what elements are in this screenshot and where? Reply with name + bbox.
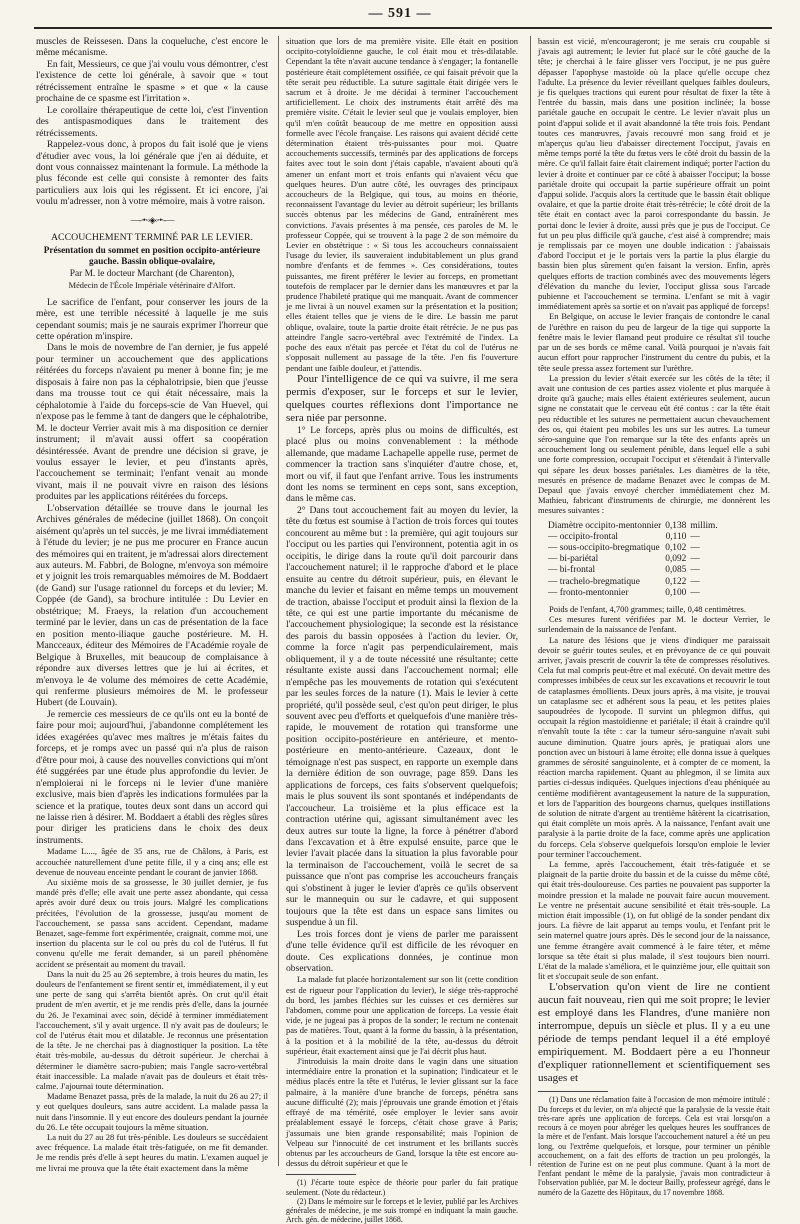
- measurement-unit: —: [690, 565, 700, 576]
- measurements-table: [546, 521, 720, 599]
- measurement-label: — bi-pariétal: [548, 554, 599, 565]
- paragraph: Dans le mois de novembre de l'an dernier, je fus appelé pour terminer un accouchement que des applications réitérées du forceps n'avaient pu mener à bonne fin; je me disposais à faire non pas la céphalotripsie, bien que j'eusse dans ma trousse tout ce qui était nécessaire, mais la céphalotomie à l'aide du forceps-scie de Van Huevel, qui n'expose pas le femme à tant de dangers que le céphalotribe, M. le docteur Verrier avait mis à ma disposition ce dernier instrument; il m'avait aussi offert sa coopération désintéressée. Avant de prendre une décision si grave, je voulus essayer le levier, et peu d'instants après, l'accouchement se terminait; l'enfant venait au monde vivant, mais il ne pouvait vivre en raison des lésions produites par les applications réitérées du forceps.: [36, 342, 268, 503]
- case-paragraph: J'introduisis la main droite dans le vagin dans une situation intermédiaire entre la pronation et la supination; l'indicateur et le médius placés entre la tête et l'utérus, le levier glissant sur la face palmaire, à la manière d'une branche de forceps, pénétra sans aucune difficulté (2); mais j'éprouvais une grande émotion et j'étais effrayé de ma témérité, osée employer le levier sans avoir préalablement essayé le forceps, c'était chose grave à Paris; j'assumais une bien grande responsabilité; mais l'opinion de Velpeau sur l'innocuité de cet instrument et les brillants succès obtenus par les accoucheurs de Gand, lorsque la tête est encore au-dessus du détroit supérieur et que le: [286, 1056, 518, 1169]
- footnote: (2) Dans le mémoire sur le forceps et le levier, publié par les Archives générales de médecine, je me suis trompé en indiquant la main gauche. Arch. gén. de médecine, juillet 1868.: [286, 1196, 518, 1224]
- measurement-value: 0,110: [665, 531, 687, 542]
- column-right: [538, 36, 770, 1197]
- paragraph: L'observation qu'on vient de lire ne contient aucun fait nouveau, rien qui me soit propre; le levier est employé dans les Flandres, d'une manière non interrompue, depuis un siècle et plus. Il y a eu une période de temps pendant lequel il a été employé empiriquement. M. Boddaert père a eu l'honneur d'expliquer rationnellement et scientifiquement ses usages et: [538, 981, 770, 1085]
- measurement-label: — sous-occipito-bregmatique: [548, 542, 660, 553]
- case-paragraph: Madame L...., âgée de 35 ans, rue de Châlons, à Paris, est accouchée naturellement d'une petite fille, il y a cinq ans; elle est devenue de nouveau enceinte pendant le courant de janvier 1868.: [36, 846, 268, 877]
- measurement-value: 0,085: [665, 565, 687, 576]
- case-paragraph: bassin est vicié, m'encourageront; je me serais cru coupable si j'avais agi autrement; le levier fut placé sur le côté gauche de la tête; je cherchai à le faire glisser vers l'occiput, je ne pus guère dépasser l'apophyse mastoïde où la place qu'elle occupe chez l'adulte. La présence du levier réveillant quelques faibles douleurs, je fis quelques tractions qui eurent pour résultat de fixer la tête à l'entrée du bassin, mais dans une position inclinée; la bosse pariétale gauche en occupait le centre. Le levier n'avait plus un point d'appui solide et il avait abandonné la tête trois fois. Pendant toutes ces manœuvres, j'avais recouvré mon sang froid et je m'aperçus qu'au lieu d'abaisser directement l'occiput, j'avais en même temps porté la tête du fœtus vers le côté droit du bassin de la mère. Ce qu'il fallait faire était clairement indiqué; porter l'action du levier à droite et continuer par ce côté à abaisser l'occiput; la bosse pariétale droite qui occupait la partie supérieure offrait un point d'appui solide. J'acquis alors la certitude que le bassin était oblique ovalaire, et que la partie droite était très-rétrécie; le côté droit de la tête était en contact avec la paroi correspondante du bassin. Je portai donc le levier à droite, aussi près que je pus de l'occiput. Ce fut un peu plus difficile qu'à gauche, c'est aisé à comprendre; mais je remplissais par ce moyen une double indication : j'abaissais d'abord l'occiput et je le portais vers la partie la plus élargie du bassin bien plus sûrement qu'en faisant la version. Enfin, après quelques efforts de traction combinés avec des mouvements légers d'élévation du manche du levier, l'occiput glissa sous l'arcade pubienne et l'accouchement se termina. L'enfant se mit à vagir immédiatement après sa sortie et on n'avait pas appliqué de forceps!: [538, 36, 770, 312]
- article-title: ACCOUCHEMENT TERMINÉ PAR LE LEVIER.: [50, 232, 254, 244]
- measurement-label: — bi-frontal: [548, 565, 596, 576]
- case-paragraph: La malade fut placée horizontalement sur son lit (cette condition est de rigueur pour l'application du levier), le siége très-rapproché du bord, les jambes fléchies sur les cuisses et ces dernières sur l'abdomen, comme pour une application de forceps. La vessie était vide, je ne jugeai pas à propos de la sonder; le rectum ne contenait pas de matières. Tout, quant à la forme du bassin, à la présentation, à la position et à la mobilité de la tête, au-dessus du détroit supérieur, était exactement ainsi que je l'ai décrit plus haut.: [286, 974, 518, 1056]
- paragraph: muscles de Reissesen. Dans la coqueluche, c'est encore le même mécanisme.: [36, 36, 268, 59]
- paragraph: 1° Le forceps, après plus ou moins de difficultés, est placé plus ou moins convenablement : la méthode allemande, que madame Lachapelle appelle ruse, permet de commencer la traction sans s'inquiéter d'autre chose, et, mort ou vif, il faut que l'enfant arrive. Tous les instruments dont les noms se terminent en ceps sont, sans exception, dans le même cas.: [286, 424, 518, 505]
- case-paragraph: Poids de l'enfant, 4,700 grammes; taille, 0,48 centimètres.: [549, 603, 746, 614]
- measurement-unit: —: [690, 587, 700, 598]
- paragraph: Le sacrifice de l'enfant, pour conserver les jours de la mère, est une terrible nécessité à laquelle je me suis cependant soumis; mais je ne saurais exprimer l'horreur que cette opération m'inspire.: [36, 296, 268, 342]
- measurement-row: [546, 588, 720, 599]
- section-separator: —-·•·◦◈◦·•·-—: [130, 214, 174, 225]
- article-author: Par M. le docteur Marchant (de Charenton),: [69, 268, 235, 279]
- measurement-row: [546, 532, 720, 543]
- paragraph: Je remercie ces messieurs de ce qu'ils ont eu la bonté de faire pour moi; aujourd'hui, j'abandonne complétement les idées exagérées qu'avec mes maîtres je m'étais faites du forceps, et je romps avec un passé qui n'a plus de raison d'être pour moi, à cause des nouvelles convictions qui m'ont été suggérées par une étude plus approfondie du levier. Je n'emploierai ni le forceps ni le levier d'une manière exclusive, mais bien d'après les indications formulées par la science et la pratique, toutes deux sont dans un accord qui ne laisse rien à désirer. M. Boddaert a établi des règles sûres pour diriger les praticiens dans le choix des deux instruments.: [36, 708, 268, 846]
- case-paragraph: Madame Benazet passa, près de la malade, la nuit du 26 au 27; il y eut quelques douleurs, sans autre accident. La malade passa la nuit dans l'insomnie. Il y eut encore des douleurs pendant la journée du 26. Le tête occupait toujours la même situation.: [36, 1091, 268, 1132]
- paragraph: Rappelez-vous donc, à propos du fait isolé que je viens d'étudier avec vous, la loi générale que j'en ai déduite, et dont vous connaissez maintenant la formule. La méthode la plus féconde est celle qui consiste à remonter des faits particuliers aux lois qui les régissent. Et ici encore, j'ai voulu m'adresser, non à votre mémoire, mais à votre raison.: [36, 139, 268, 208]
- footnote: (1) J'écarte toute espèce de théorie pour parler du fait pratique seulement. (Note du rédacteur.): [286, 1178, 518, 1197]
- measurement-unit: millim.: [690, 520, 718, 531]
- measurement-value: 0,122: [665, 576, 687, 587]
- column-middle: [286, 36, 518, 1224]
- paragraph: 2° Dans tout accouchement fait au moyen du levier, la tête du fœtus est soumise à l'action de trois forces qui toutes concourent au même but : la première, qui agit toujours sur l'occiput ou les parties qui l'environnent, potentia agit in os occipitis, le dirige dans la route qu'il doit parcourir dans l'accouchement naturel; il le rapproche d'abord et le place ensuite au centre du détroit supérieur, puis, en élevant le manche du levier et faisant en même temps un mouvement de traction, abaisse l'occiput et produit ainsi la flexion de la tête, ce qui est une partie importante du mécanisme de l'accouchement physiologique; la seconde est la résistance des parois du bassin opposées à l'action du levier. Or, comme la force n'agit pas perpendiculairement, mais obliquement, il y a de toute nécessité une résultante; cette résultante existe aussi dans l'accouchement normal; elle n'empêche pas les mouvements de rotation qui s'exécutent par les seules forces de la nature (1). Mais le levier à cette propriété, qu'il possède seul, c'est qu'on peut diriger, le plus souvent avec peu d'efforts et quelquefois d'une manière très-rapide, le mouvement de rotation qui transforme une position occipito-postérieure en antérieure, et mento-postérieure en mento-antérieure. Cazeaux, dont le témoignage n'est pas suspect, en rapporte un exemple dans la dernière édition de son ouvrage, page 859. Dans les applications de forceps, ces faits s'observent quelquefois; mais le plus souvent ils sont spontanés et indépendants de l'accoucheur. La troisième et la plus efficace est la contraction utérine qui, agissant simultanément avec les deux autres sur toute la ligne, la force à pénétrer d'abord dans l'excavation et à être expulsé ensuite, parce que le levier l'avait placée dans la situation la plus favorable pour la terminaison de l'accouchement, voilà le secret de sa puissance que n'ont pas comprise les accoucheurs français qui s'obstinent à juger le levier d'après ce qu'ils observent sur le mannequin ou sur le cadavre, et qui supposent toujours que la tête est dans un espace sans limites ou suspendue à un fil.: [286, 504, 518, 929]
- measurement-label: — occipito-frontal: [548, 531, 619, 542]
- case-paragraph: Ces mesures furent vérifiées par M. le docteur Verrier, le surlendemain de la naissance de l'enfant.: [538, 614, 770, 635]
- case-paragraph: La femme, après l'accouchement, était très-fatiguée et se plaignait de la partie droite du bassin et de la cuisse du même côté, qui était très-douloureuse. Ces parties ne pouvaient pas supporter la moindre pression et la malade ne pouvait faire aucun mouvement. Le ventre ne présentait aucune sensibilité et était très-souple. La miction était impossible (1), on fut obligé de la sonder pendant dix jours. La fièvre de lait apparut au temps voulu, et l'enfant prit le sein maternel quatre jours après. Dès le second jour de la naissance, une femme étrangère avait commencé à le faire téter, et même lorsque sa tête était si plus malade, il s'est toujours bien nourri. L'état de la malade s'améliora, et le quinzième jour, elle quittait son lit et s'occupait seule de son enfant.: [538, 859, 770, 982]
- measurement-label: — fronto-mentonnier: [548, 587, 629, 598]
- case-paragraph: La pression du levier s'était exercée sur les côtés de la tête; il avait une contusion de ces parties assez violente et plus marquée à droite qu'à gauche; mais elles étaient extérieures seulement, aucun signe ne constatait que le cerveau eût été contus : car la tête était peu réductible et les sutures ne permettaient aucun chevauchement des os, qui étaient peu mobiles les uns sur les autres. La tumeur séro-sanguine que l'on remarque sur la tête des enfants après un accouchement long ou seulement pénible, dans lequel elle a subi une forte compression, occupait l'occiput et s'étendait à l'intervalle qui sépare les deux bosses pariétales. Les diamètres de la tête, mesurés en présence de madame Benazet avec le compas de M. Depaul que j'avais envoyé chercher immédiatement chez M. Mathieu, fabricant d'instruments de chirurgie, me donnèrent les mesures suivantes :: [538, 372, 770, 516]
- paragraph: Pour l'intelligence de ce qui va suivre, il me sera permis d'exposer, sur le forceps et sur le levier, quelques courtes réflexions dont l'importance ne sera niée par personne.: [286, 372, 518, 424]
- measurement-unit: —: [690, 542, 700, 553]
- header-rule: [34, 27, 772, 29]
- paragraph: Les trois forces dont je viens de parler me paraissent d'une telle évidence qu'il est difficile de les révoquer en doute. Ces explications données, je continue mon observation.: [286, 928, 518, 974]
- measurement-unit: —: [690, 531, 700, 542]
- case-paragraph: La nuit du 27 au 28 fut très-pénible. Les douleurs se succédaient avec fréquence. La malade était très-fatiguée, on me fit demander. Je me rendis près d'elle à sept heures du matin. L'examen auquel je me livrai me prouva que la tête était exactement dans la même: [36, 1132, 268, 1173]
- measurement-unit: —: [690, 576, 700, 587]
- page-number: — 591 —: [368, 6, 432, 21]
- paragraph: Le corollaire thérapeutique de cette loi, c'est l'invention des antispasmodiques dans le traitement des rétrécissements.: [36, 104, 268, 139]
- case-paragraph: Dans la nuit du 25 au 26 septembre, à trois heures du matin, les douleurs de l'enfantement se firent sentir et, immédiatement, il y eut une perte de sang qui s'arrêta bientôt après. On crut qu'il était prudent de m'en avertir, et je me rendis près d'elle, dans la journée du 26. Je l'examinai avec soin, décidé à terminer immédiatement l'accouchement, s'il y avait urgence. Il n'y avait pas de douleurs; le col de l'utérus était mou et dilatable. Je reconnus une présentation de la tête. Je ne cherchai pas à diagnostiquer la position. La tête était très-mobile, au-dessus du détroit supérieur. Je cherchai à déterminer le diamètre sacro-pubien; mais l'angle sacro-vertébral était inaccessible. La malade n'avait pas de douleurs et était très-calme. J'ajournai toute détermination.: [36, 968, 268, 1092]
- paragraph: L'observation détaillée se trouve dans le journal les Archives générales de médecine (juillet 1868). On conçoit aisément qu'après un tel succès, je me livrai immédiatement à l'étude du levier; je ne pus me procurer en France aucun des mémoires qui en traitent, je m'adressai alors directement aux auteurs. M. Fabbri, de Bologne, m'envoya son mémoire et y joignit les trois remarquables mémoires de M. Boddaert (de Gand) sur l'usage rationnel du forceps et du levier; M. Coppée (de Gand), sa brochure intitulée : Du Levier en obstétrique; M. Fraeys, la relation d'un accouchement terminé par le levier, dans un cas de présentation de la face en position mento-iliaque gauche postérieure. M. H. Mancceaux, éditeur des Mémoires de l'Académie royale de Belgique à Bruxelles, mit beaucoup de complaisance à répondre aux diverses lettres que je lui ai écrites, et m'envoya le 4e volume des mémoires de cette Académie, qui renferme plusieurs mémoires de M. le professeur Hubert (de Louvain).: [36, 502, 268, 709]
- author-affiliation: Médecin de l'École Impériale vétérinaire d'Alfort.: [68, 281, 236, 291]
- footnote-rule: [286, 1174, 356, 1175]
- measurement-row: [546, 543, 720, 554]
- case-paragraph: En Belgique, on accuse le levier français de contondre le canal de l'urèthre en raison du peu de largeur de la tige qui supporte la fenêtre mais le levier flamand peut produire ce résultat s'il touche par un de ses bords ce même canal. Voilà pourquoi je n'avais fait aucun effort pour rapprocher l'instrument du centre du pubis, et la tête seule pressa assez fortement sur l'urèthre.: [538, 311, 770, 373]
- column-divider: [278, 36, 279, 1166]
- case-paragraph: situation que lors de ma première visite. Elle était en position occipito-cotyloïdienne gauche, le col était mou et très-dilatable. Cependant la tête n'avait aucune tendance à s'engager; la fontanelle postérieure était complétement ossifiée, ce qui faisait prévoir que la tête serait peu réductible. La suture sagittale était dirigée vers le sacrum et à droite. Je me décidai à terminer l'accouchement artificiellement. Le choix des instruments était arrêté dès ma première visite. C'était le levier seul que je voulais employer, bien qu'il m'en coûtât beaucoup de me mettre en opposition aussi formelle avec l'école française. Les raisons qui avaient décidé cette détermination étaient très-puissantes pour moi. Quatre accouchements successifs, terminés par des applications de forceps faites avec tout le soin dont j'étais capable, n'avaient abouti qu'à amener un enfant mort et trois enfants qui n'avaient vécu que quelques heures. D'un autre côté, les ouvrages des principaux accoucheurs de la Belgique, qui tous, au moins en théorie, reconnaissent l'avantage du levier au détroit supérieur; les brillants succès obtenus par les médecins de Gand, entraînèrent mes convictions. J'avais présentes à ma pensée, ces paroles de M. le professeur Coppée, qui se trouvent à la page 2 de son mémoire du Levier en obstétrique : « Si tous les accoucheurs connaissaient l'usage du levier, ils sauveraient indubitablement un plus grand nombre d'enfants et de femmes ». Ces considérations, toutes puissantes, me firent préférer le levier au forceps, en promettant toutefois de remplacer par le dernier dans les manœuvres et par la prudence l'habileté pratique qui me manquait. Avant de commencer je me livrai à un nouvel examen sur la présentation et la position; elles étaient telles que je viens de le dire. Le bassin me parut oblique, ovalaire, toute la partie droite était rétrécie. Je ne pus pas atteindre l'angle sacro-vertébral avec l'extrémité de l'index. La poche des eaux n'était pas percée et l'état du col de l'utérus ne s'opposait nullement au passage de la tête. J'en fis l'ouverture pendant une faible douleur, et j'attendis.: [286, 36, 518, 373]
- column-left: [36, 36, 268, 1173]
- measurement-value: 0,102: [665, 542, 687, 553]
- measurement-value: 0,138: [665, 520, 687, 531]
- column-divider: [530, 36, 531, 1166]
- measurement-row: [546, 565, 720, 576]
- measurement-value: 0,100: [665, 587, 687, 598]
- footnote-rule: [538, 1091, 608, 1092]
- measurement-row: [546, 521, 720, 532]
- measurement-label: — trachelo-bregmatique: [548, 576, 640, 587]
- measurement-row: [546, 554, 720, 565]
- measurement-label: Diamètre occipito-mentonnier: [548, 520, 662, 531]
- case-paragraph: La nature des lésions que je viens d'indiquer me paraissait devoir se guérir toutes seules, et en prévoyance de ce qui pouvait arriver, j'avais prescrit de couvrir la tête de compresses résolutives. Cela fut mal compris peut-être et mal exécuté. On devait mettre des compresses imbibées de ceux sur les excavations et recouvrir le tout de cataplasmes émollients. Deux jours après, à ma visite, je trouvai un cataplasme sec et adhérent sous la peau, et les petites plaies saupoudrées de lycopode. Il survint un phlegmon diffus, qui occupait la région mastoïdienne et pariétale; il était à craindre qu'il n'envahît toute la tête : car la tumeur séro-sanguine n'avait subi aucune diminution. Quatre jours après, je pratiquai alors une ponction avec un bistouri à lame étroite; elle donna issue à quelques grammes de sérosité sanguinolente, et à compter de ce moment, la réaction marcha rapidement. Quant au phlegmon, il se limita aux parties ci-dessus indiquées. Quelques injections d'eau phéniquée au centième modifièrent avantageusement la nature de la suppuration, et lors de l'apparition des bourgeons charnus, quelques instillations de solution de nitrate d'argent au trentième hâtèrent la cicatrisation, qui était complète un mois après. A la naissance, l'enfant avait une paralysie à la partie droite de la face, comme après une application du forceps. Cela s'observe quelquefois lorsqu'on emploie le levier pour terminer l'accouchement.: [538, 634, 770, 859]
- measurement-unit: —: [690, 554, 700, 565]
- paragraph: En fait, Messieurs, ce que j'ai voulu vous démontrer, c'est l'existence de cette loi générale, à savoir que « tout rétrécissement entraîne le spasme » et que « la cause prochaine de ce spasme est l'irritation ».: [36, 58, 268, 105]
- measurement-row: [546, 577, 720, 588]
- article-subtitle: Présentation du sommet en position occipito-antérieure gauche. Bassin oblique-ovalaire,: [43, 244, 261, 266]
- measurement-value: 0,092: [665, 554, 687, 565]
- case-paragraph: Au sixième mois de sa grossesse, le 30 juillet dernier, je fus mandé près d'elle; elle avait une perte assez abondante, qui cessa après avoir duré deux ou trois jours. Malgré les complications précitées, l'évolution de la grossesse, jusqu'au moment de l'accouchement, se passa sans accident. Cependant, madame Benazet, sage-femme fort expérimentée, craignait, comme moi, une insertion du placenta sur le col ou près du col de l'utérus. Il fut convenu qu'elle me ferait demander, si un pareil phénomène accident se présentait au moment du travail.: [36, 876, 268, 969]
- footnote: (1) Dans une réclamation faite à l'occasion de mon mémoire intitulé : Du forceps et du levier, on m'a objecté que la paralysie de la vessie était très-rare après une application de forceps. Cela est vrai lorsqu'on a recours à ce moyen pour abréger les quelques heures les souffrances de la mère et de l'enfant. Mais lorsque l'accouchement naturel a été un peu long, ou l'extrême quelquefois, et lorsque, pour terminer un pénible accouchement, on a fait des efforts de traction un peu prolongés, la rétention de l'urine est on ne peut plus commune. Quant à la mort de l'enfant pendant le même de la paralysie, j'avais mon contradicteur à l'observation publiée, par M. le docteur Bailly, professeur agrégé, dans le numéro de la Gazette des Hôpitaux, du 17 novembre 1868.: [538, 1095, 770, 1197]
